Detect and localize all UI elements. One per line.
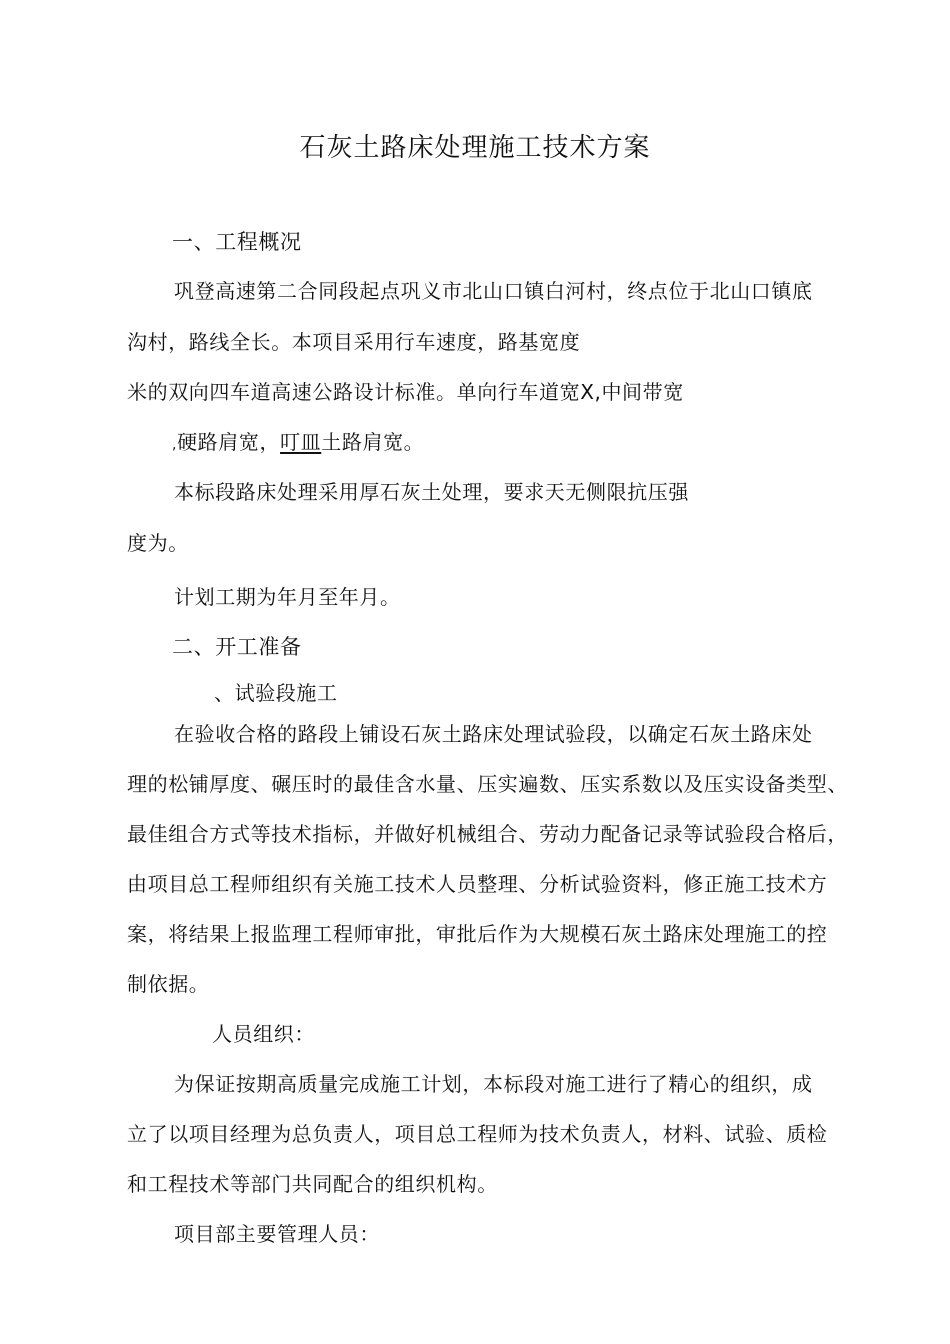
subheading-trial-section: 、试验段施工 — [214, 681, 338, 705]
paragraph-line: 米的双向四车道高速公路设计标准。单向行车道宽X,中间带宽 — [127, 380, 684, 404]
paragraph-line: 巩登高速第二合同段起点巩义市北山口镇白河村，终点位于北山口镇底 — [174, 279, 813, 303]
section-heading-overview: 一、工程概况 — [172, 230, 302, 254]
section-heading-preparation: 二、开工准备 — [172, 635, 302, 659]
paragraph-line: 沟村，路线全长。本项目采用行车速度，路基宽度 — [127, 330, 581, 354]
paragraph-line: 项目部主要管理人员： — [174, 1222, 380, 1246]
paragraph-line: 案，将结果上报监理工程师审批，审批后作为大规模石灰土路床处理施工的控 — [127, 922, 828, 946]
paragraph-line: 最佳组合方式等技术指标，并做好机械组合、劳动力配备记录等试验段合格后， — [127, 822, 848, 846]
paragraph-line: 本标段路床处理采用厚石灰土处理，要求天无侧限抗压强 — [174, 480, 689, 504]
paragraph-line: 度为。 — [127, 531, 189, 555]
paragraph-line: 和工程技术等部门共同配合的组织机构。 — [127, 1172, 498, 1196]
paragraph-line: 为保证按期高质量完成施工计划，本标段对施工进行了精心的组织，成 — [174, 1072, 813, 1096]
paragraph-line: 制依据。 — [127, 972, 210, 996]
text-segment: 硬路肩宽， — [177, 430, 281, 454]
text-segment: 土路肩宽。 — [321, 430, 425, 454]
paragraph-line: 理的松铺厚度、碾压时的最佳含水量、压实遍数、压实系数以及压实设备类型、 — [127, 772, 848, 796]
paragraph-line: 在验收合格的路段上铺设石灰土路床处理试验段，以确定石灰土路床处 — [174, 722, 813, 746]
subheading-personnel: 人员组织： — [212, 1022, 315, 1046]
document-title: 石灰土路床处理施工技术方案 — [299, 133, 651, 163]
paragraph-line: 由项目总工程师组织有关施工技术人员整理、分析试验资料，修正施工技术方 — [127, 872, 828, 896]
paragraph-line: 计划工期为年月至年月。 — [174, 585, 401, 609]
comma-mark: , — [172, 437, 178, 453]
underlined-text: 叮皿 — [280, 430, 322, 454]
paragraph-line — [172, 429, 424, 458]
paragraph-line: 立了以项目经理为总负责人，项目总工程师为技术负责人，材料、试验、质检 — [127, 1122, 828, 1146]
